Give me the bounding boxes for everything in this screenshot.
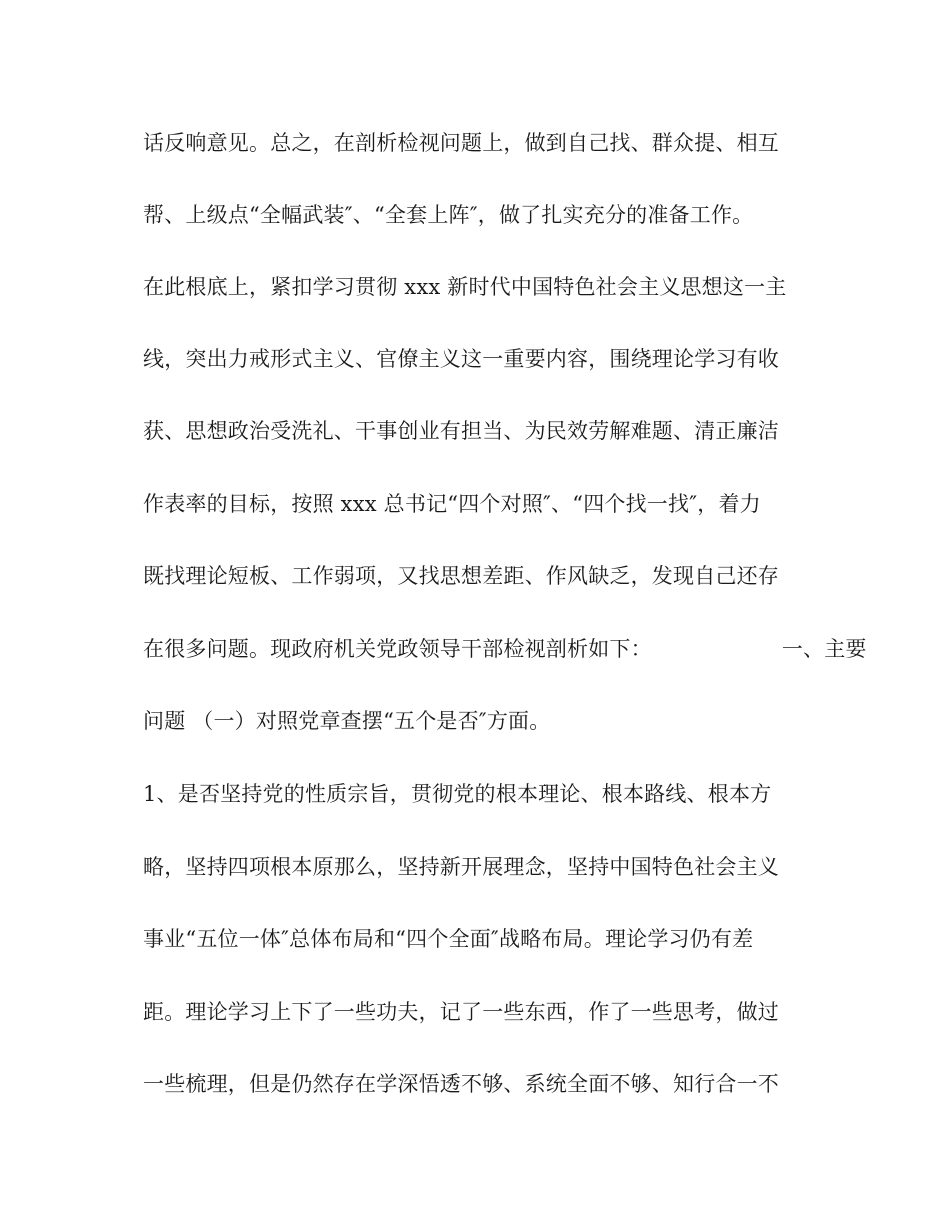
text-line: 帮、上级点“全幅武装″、“全套上阵″，做了扎实充分的准备工作。: [143, 203, 754, 227]
text-line: 一些梳理，但是仍然存在学深悟透不够、系统全面不够、知行合一不: [143, 1072, 779, 1096]
text-segment: 在很多问题。现政府机关党政领导干部检视剖析如下：: [143, 637, 652, 661]
text-line: 问题 （一）对照党章查摆“五个是否″方面。: [143, 709, 551, 733]
text-line: 话反响意见。总之，在剖析检视问题上，做到自己找、群众提、相互: [143, 131, 779, 155]
text-line: 既找理论短板、工作弱项，又找思想差距、作风缺乏，发现自己还存: [143, 564, 779, 588]
text-line: 事业“五位一体″总体布局和“四个全面″战略布局。理论学习仍有差: [143, 927, 754, 951]
text-line: 在此根底上，紧扣学习贯彻 xxx 新时代中国特色社会主义思想这一主: [143, 275, 787, 299]
text-line: 距。理论学习上下了一些功夫，记了一些东西，作了一些思考，做过: [143, 1000, 779, 1024]
text-line: 作表率的目标，按照 xxx 总书记“四个对照″、“四个找一找″，着力: [143, 492, 761, 516]
text-line: 获、思想政治受洗礼、干事创业有担当、为民效劳解难题、清正廉洁: [143, 419, 779, 443]
text-line: 略，坚持四项根本原那么，坚持新开展理念，坚持中国特色社会主义: [143, 855, 779, 879]
text-line: 线，突出力戒形式主义、官僚主义这一重要内容，围绕理论学习有收: [143, 347, 779, 371]
text-line: [143, 634, 867, 664]
text-line: 1、是否坚持党的性质宗旨，贯彻党的根本理论、根本路线、根本方: [143, 782, 772, 806]
section-heading-fragment: 一、主要: [781, 637, 867, 661]
